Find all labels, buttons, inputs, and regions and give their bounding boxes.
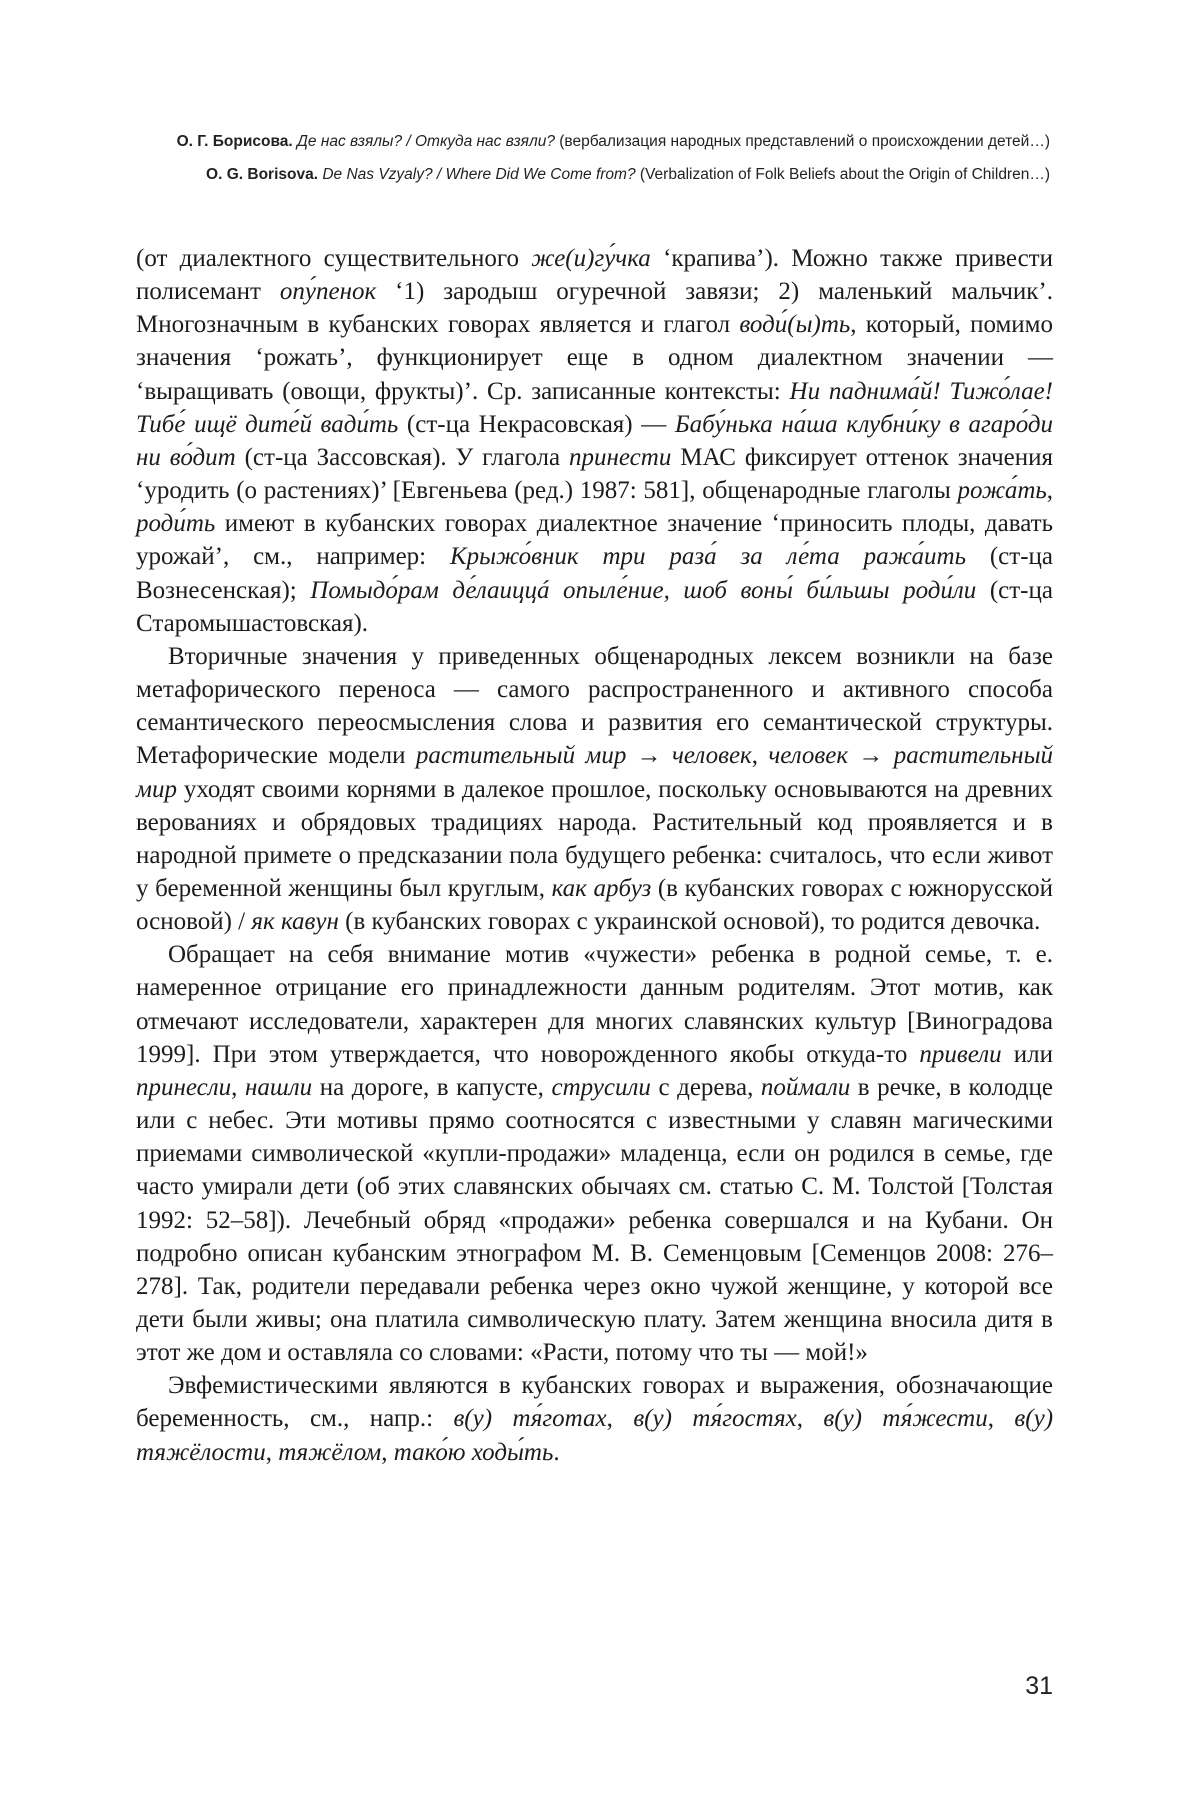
italic-term: в(у) тяжёлости	[136, 1405, 1054, 1466]
italic-term: Ни паднима́й! Тижо́лае! Тибе́ ищё дите́й вади́ть	[136, 377, 1054, 438]
text-run: .	[553, 1438, 560, 1466]
text-run: ,	[265, 1438, 279, 1466]
text-run: ,	[1046, 477, 1053, 505]
text-run: Эвфемистическими являются в кубанских говорах и выражения, обозначающие беременность, см., напр.:	[136, 1372, 1053, 1433]
text-run: ,	[987, 1405, 1015, 1433]
italic-term: привели	[919, 1040, 1002, 1068]
italic-term: тяжёлом	[278, 1438, 382, 1466]
paragraph	[136, 640, 1053, 938]
italic-term: рожа́ть	[957, 477, 1047, 505]
italic-term: поймали	[760, 1073, 851, 1101]
header-en-author: O. G. Borisova.	[206, 166, 319, 183]
italic-term: Помыдо́рам де́лаиццá опыле́ние, шоб воны́ би́льшы роди́ли	[310, 576, 977, 604]
italic-term: в(у) тя́жести	[823, 1405, 988, 1433]
italic-term: води́(ы)ть	[739, 311, 851, 339]
text-run: Вторичные значения у приведенных общенародных лексем возникли на базе метафорического переноса — самого распространенного и активного способа семантического переосмысления слова и развития его семантической структуры. Метафорические модели	[136, 642, 1053, 770]
italic-term: струсили	[551, 1073, 651, 1101]
text-run: ,	[231, 1073, 245, 1101]
italic-term: в(у) тя́готах	[453, 1405, 607, 1433]
text-run: (ст-ца Засcовская). У глагола	[235, 443, 569, 471]
header-en-subtitle: (Verbalization of Folk Beliefs about the Origin of Children…)	[639, 166, 1050, 183]
text-run: уходят своими корнями в далекое прошлое, поскольку основываются на древних верованиях и обрядовых традициях народа. Растительный код проявляется и в народной примете о предсказании пола будущего ребенка: считалось, что если живот у беременной женщины был круглым,	[136, 775, 1053, 902]
text-run: в речке, в колодце или с небес. Эти мотивы прямо соотносятся с известными у славян магическими приемами символической «купли-продажи» младенца, если он родился в семье, где часто умирали дети (об этих славянских обычаях см. статью С. М. Толстой [Толстая 1992: 52–58]). Лечебный обряд «продажи» ребенка совершался и на Кубани. Он подробно описан кубанским этнографом М. В. Семенцовым [Семенцов 2008: 276–278]. Так, родители передавали ребенка через окно чужой женщине, у которой все дети были живы; она платила символическую плату. Затем женщина вносила дитя в этот же дом и оставляла со словами: «Расти, потому что ты — мой!»	[136, 1073, 1053, 1367]
text-run: (ст-ца Старомышастовская).	[136, 576, 1053, 637]
text-run: МАС фиксирует оттенок значения ‘уродить (о растениях)’ [Евгеньева (ред.) 1987: 581], общенародные глаголы	[136, 443, 1053, 505]
italic-term: как арбуз	[551, 874, 652, 902]
italic-term: нашли	[244, 1073, 313, 1101]
text-run: (ст-ца Некрасовская) —	[398, 410, 675, 438]
text-run: или	[1001, 1040, 1053, 1068]
page-number: 31	[1025, 1672, 1053, 1700]
italic-term: тако́ю ходы́ть	[393, 1438, 554, 1466]
italic-term: принести	[569, 443, 672, 471]
italic-term: человек → растительный мир	[136, 742, 1053, 803]
header-ru-author: О. Г. Борисова.	[176, 133, 293, 150]
italic-term: в(у) тя́гостях	[633, 1405, 797, 1433]
italic-term: же(и)гу́чка	[531, 245, 651, 272]
italic-term: опу́пенок	[279, 278, 377, 306]
text-run: (в кубанских говорах с южнорусской основой) /	[136, 874, 1053, 936]
italic-term: Крыжо́вник три раза́ за ле́та ража́ить	[449, 543, 966, 571]
running-header	[136, 125, 1050, 191]
running-header-ru	[136, 125, 1050, 158]
running-header-en	[136, 158, 1050, 191]
text-run: (в кубанских говорах с украинской основой), то родится девочка.	[338, 908, 1041, 936]
italic-term: як кавун	[251, 908, 339, 936]
header-en-title: De Nas Vzyaly? / Where Did We Come from?	[322, 166, 636, 183]
text-run: ,	[606, 1405, 634, 1433]
text-run: ,	[751, 742, 769, 770]
text-run: с дерева,	[650, 1073, 761, 1101]
text-run: (от диалектного существительного	[136, 245, 532, 272]
body-text	[136, 242, 1053, 1469]
text-run: ‘1) зародыш огуречной завязи; 2) маленький мальчик’. Многозначным в кубанских говорах является и глагол	[136, 278, 1054, 339]
text-run: , который, помимо значения ‘рожать’, функционирует еще в одном диалектном значении — ‘выращивать (овощи, фрукты)’. Ср. записанные контексты:	[136, 311, 1053, 405]
italic-term: принесли	[136, 1073, 232, 1101]
italic-term: растительный мир → человек	[415, 742, 752, 770]
text-run: ,	[381, 1438, 394, 1466]
text-run: Обращает на себя внимание мотив «чужести» ребенка в родной семье, т. е. намеренное отрицание его принадлежности данным родителям. Этот мотив, как отмечают исследователи, характерен для многих славянских культур [Виноградова 1999]. При этом утверждается, что новорожденного якобы откуда-то	[136, 941, 1053, 1068]
paragraph	[136, 938, 1053, 1369]
text-run: (ст-ца Вознесенская);	[136, 543, 1053, 604]
text-run: ,	[796, 1405, 824, 1433]
paragraph	[136, 1369, 1053, 1468]
paragraph	[136, 242, 1053, 640]
italic-term: роди́ть	[136, 510, 216, 538]
text-run: на дороге, в капусте,	[312, 1073, 552, 1101]
header-ru-title: Де нас взялы? / Откуда нас взяли?	[297, 133, 555, 150]
header-ru-subtitle: (вербализация народных представлений о происхождении детей…)	[559, 133, 1050, 150]
text-run: ‘крапива’). Можно также привести полисемант	[136, 245, 1053, 306]
text-run: имеют в кубанских говорах диалектное значение ‘приносить плоды, давать урожай’, см., например:	[136, 510, 1053, 571]
italic-term: Бабу́нька на́ша клубни́ку в агаро́ди ни во́дит	[136, 410, 1054, 471]
